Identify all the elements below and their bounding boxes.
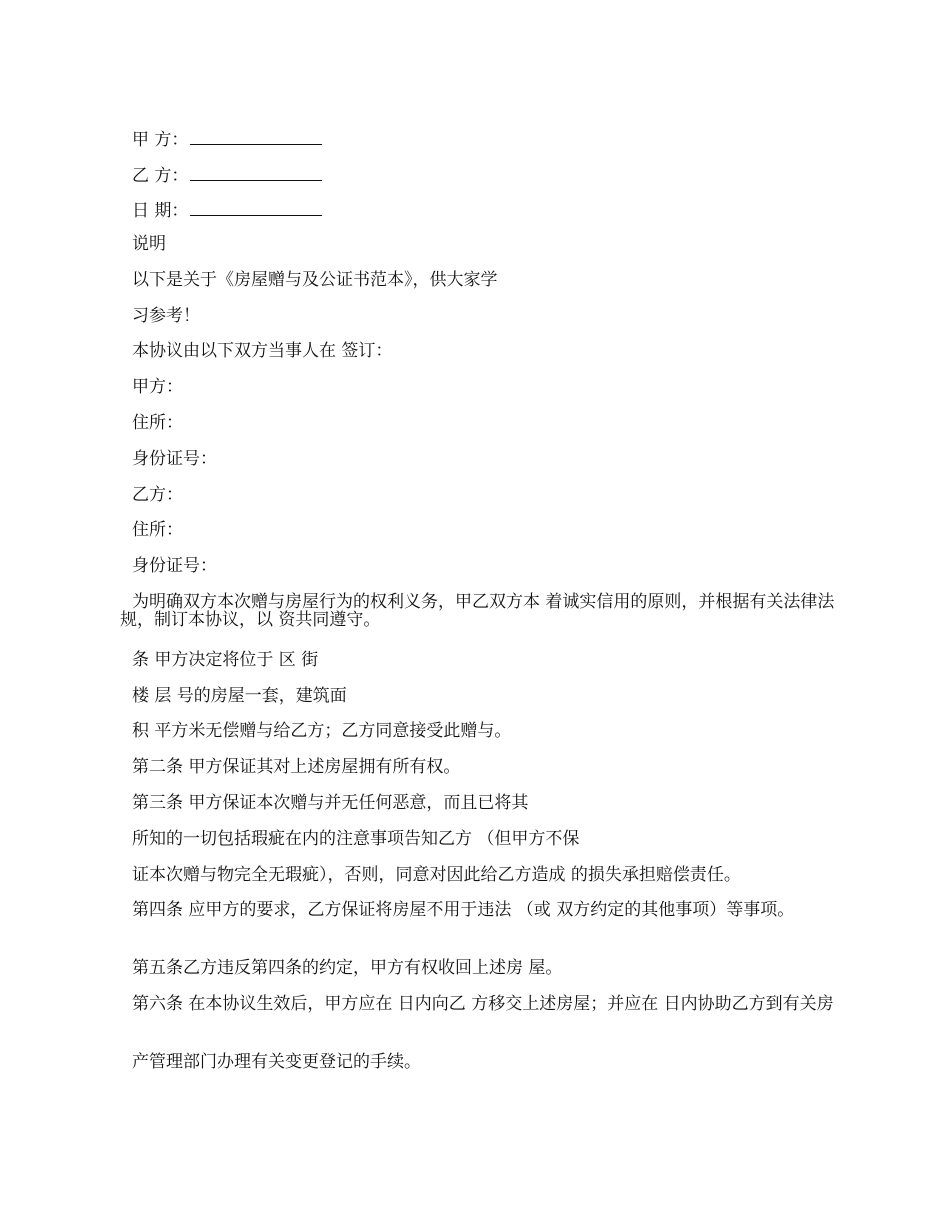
date-line: [120, 199, 840, 220]
article-3-line-3: 证本次赠与物完全无瑕疵），否则，同意对因此给乙方造成 的损失承担赔偿责任。: [132, 865, 741, 885]
party-a-id: 身份证号：: [132, 449, 217, 469]
section-note-heading: 说明: [132, 234, 166, 254]
article-3-line-2: 所知的一切包括瑕疵在内的注意事项告知乙方 （但甲方不保: [132, 829, 580, 849]
article-1-line-3: 积 平方米无偿赠与给乙方；乙方同意接受此赠与。: [132, 721, 512, 741]
purpose-paragraph: 为明确双方本次赠与房屋行为的权利义务，甲乙双方本 着诚实信用的原则，并根据有关法律法规，制订本协议，以 资共同遵守。: [120, 592, 835, 630]
article-4: 第四条 应甲方的要求，乙方保证将房屋不用于违法 （或 双方约定的其他事项）等事项。: [132, 900, 795, 920]
party-b-address: 住所：: [132, 520, 183, 540]
intro-line-2: 习参考！: [132, 306, 200, 326]
party-b-heading: 乙方：: [132, 485, 183, 505]
article-3-line-1: 第三条 甲方保证本次赠与并无任何恶意，而且已将其: [132, 793, 529, 813]
intro-line-1: 以下是关于《房屋赠与及公证书范本》，供大家学: [132, 270, 498, 290]
party-b-line: [120, 164, 840, 185]
article-1-line-1: 条 甲方决定将位于 区 街: [132, 650, 319, 670]
party-a-address: 住所：: [132, 413, 183, 433]
party-b-label: 乙 方：: [132, 166, 189, 186]
article-2: 第二条 甲方保证其对上述房屋拥有所有权。: [132, 757, 461, 777]
date-label: 日 期：: [132, 201, 189, 221]
party-b-blank: [190, 164, 322, 181]
article-6-continuation: 产管理部门办理有关变更登记的手续。: [132, 1052, 421, 1072]
signing-statement: 本协议由以下双方当事人在 签订：: [132, 341, 393, 361]
party-a-blank: [190, 128, 322, 145]
article-1-line-2: 楼 层 号的房屋一套，建筑面: [132, 686, 347, 706]
party-a-line: [120, 128, 840, 149]
party-a-heading: 甲方：: [132, 377, 183, 397]
date-blank: [190, 199, 322, 216]
article-6: 第六条 在本协议生效后，甲方应在 日内向乙 方移交上述房屋；并应在 日内协助乙方到有关房: [132, 994, 834, 1014]
party-b-id: 身份证号：: [132, 556, 217, 576]
party-a-label: 甲 方：: [132, 130, 189, 150]
article-5: 第五条乙方违反第四条的约定，甲方有权收回上述房 屋。: [132, 958, 563, 978]
